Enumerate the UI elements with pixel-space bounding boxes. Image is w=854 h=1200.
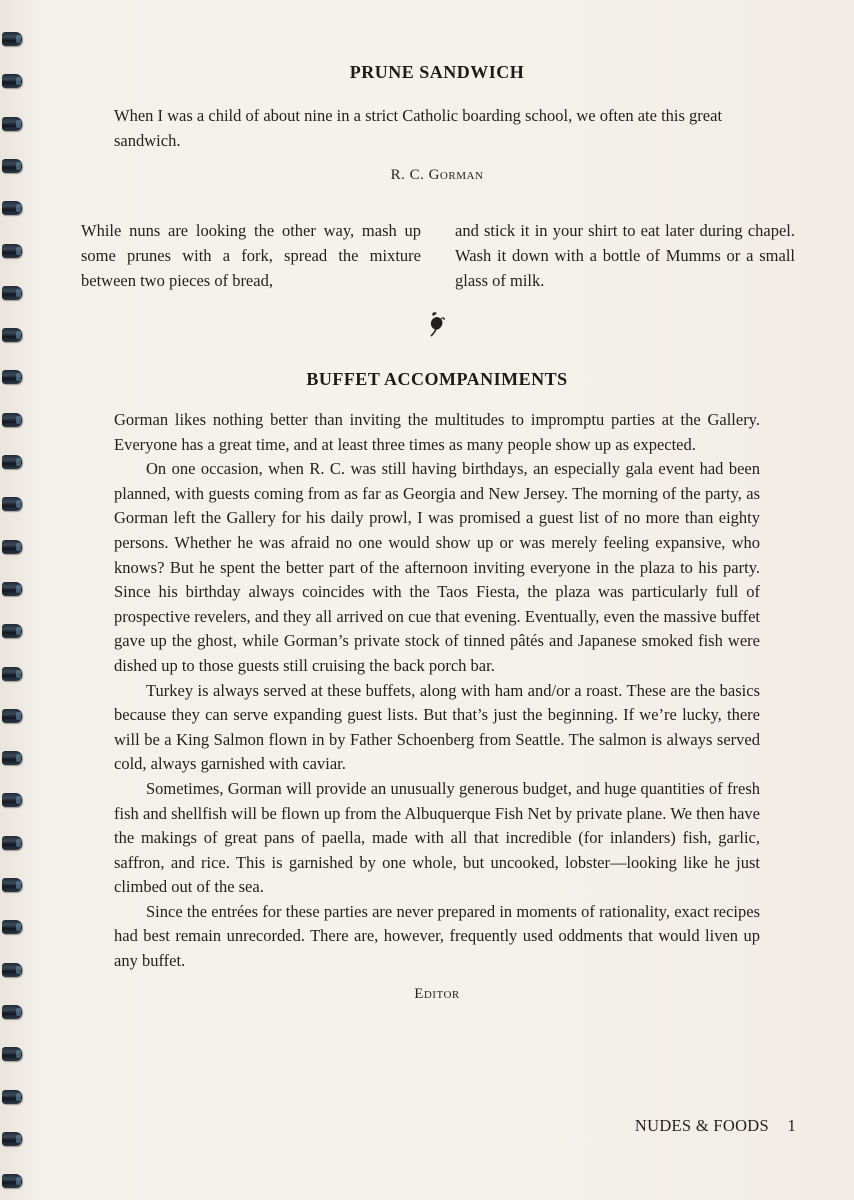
buffet-paragraph: Sometimes, Gorman will provide an unusually generous budget, and huge quantities of fresh fish and shellfish will be flown up from the Albuquerque Fish Net by private plane. We then have the makings of great pans of paella, made with all that incredible (for inlanders) fish, garlic, saffron, and rice. This is garnished by one whole, but uncooked, lobster—looking like he just climbed out of the sea. <box>114 778 760 897</box>
buffet-paragraph: Gorman likes nothing better than inviting the multitudes to impromptu parties at the Gallery. Everyone has a great time, and at least three times as many people show up as expected. <box>114 410 760 454</box>
prune-sandwich-title: PRUNE SANDWICH <box>349 62 525 82</box>
binding-ring <box>2 413 22 427</box>
binding-ring <box>2 920 22 934</box>
binding-ring <box>2 201 22 215</box>
page-number: 1 <box>787 1116 796 1135</box>
page-footer <box>635 1116 796 1136</box>
prune-recipe-columns <box>81 218 795 293</box>
editor-signature: Editor <box>414 985 460 1002</box>
buffet-paragraph: Turkey is always served at these buffets, along with ham and/or a roast. These are the basics because they can serve expanding guest lists. But that’s just the beginning. If we’re lucky, there will be a King Salmon flown in by Father Schoenberg from Seattle. The salmon is always served cold, always garnished with caviar. <box>114 680 760 774</box>
binding-ring <box>2 286 22 300</box>
buffet-paragraph: On one occasion, when R. C. was still having birthdays, an especially gala event had been planned, with guests coming from as far as Georgia and New Jersey. The morning of the party, as Gorman left the Gallery for his daily prowl, I was promised a guest list of no more than eighty persons. Whether he was afraid no one would show up or was merely feeling expansive, who knows? But he spent the better part of the afternoon inviting everyone in the plaza to his party. Since his birthday always coincides with the Taos Fiesta, the plaza was particularly full of prospective revelers, and they all arrived on cue that evening. Eventually, even the massive buffet gave up the ghost, while Gorman’s private stock of tinned pâtés and Japanese smoked fish were dished up to those guests still cruising the back porch bar. <box>114 459 760 675</box>
binding-ring <box>2 878 22 892</box>
prune-byline: R. C. Gorman <box>390 167 484 183</box>
binding-ring <box>2 370 22 384</box>
binding-ring <box>2 159 22 173</box>
binding-ring <box>2 751 22 765</box>
binding-ring <box>2 582 22 596</box>
binding-ring <box>2 836 22 850</box>
binding-ring <box>2 1047 22 1061</box>
binding-ring <box>2 1132 22 1146</box>
binding-ring <box>2 1090 22 1104</box>
binding-ring <box>2 540 22 554</box>
spiral-binding <box>0 20 28 1200</box>
prune-recipe-left-column: While nuns are looking the other way, mash up some prunes with a fork, spread the mixture between two pieces of bread, <box>81 221 421 290</box>
binding-ring <box>2 1174 22 1188</box>
binding-ring <box>2 709 22 723</box>
binding-ring <box>2 244 22 258</box>
binding-ring <box>2 1005 22 1019</box>
binding-ring <box>2 74 22 88</box>
binding-ring <box>2 963 22 977</box>
page-content <box>81 62 795 1003</box>
binding-ring <box>2 667 22 681</box>
binding-ring <box>2 117 22 131</box>
prune-intro-quote: When I was a child of about nine in a strict Catholic boarding school, we often ate this great sandwich. <box>114 106 723 150</box>
binding-ring <box>2 32 22 46</box>
binding-ring <box>2 624 22 638</box>
binding-ring <box>2 328 22 342</box>
buffet-accompaniments-title: BUFFET ACCOMPANIMENTS <box>306 369 568 389</box>
binding-ring <box>2 455 22 469</box>
fleuron-icon <box>114 309 760 341</box>
binding-ring <box>2 793 22 807</box>
binding-ring <box>2 497 22 511</box>
prune-recipe-right-column: and stick it in your shirt to eat later during chapel. Wash it down with a bottle of Mumms or a small glass of milk. <box>455 221 795 290</box>
buffet-body <box>114 408 760 974</box>
running-title: NUDES & FOODS <box>634 1116 769 1135</box>
buffet-paragraph: Since the entrées for these parties are never prepared in moments of rationality, exact recipes had best remain unrecorded. There are, however, frequently used oddments that would liven up any buffet. <box>114 901 760 971</box>
